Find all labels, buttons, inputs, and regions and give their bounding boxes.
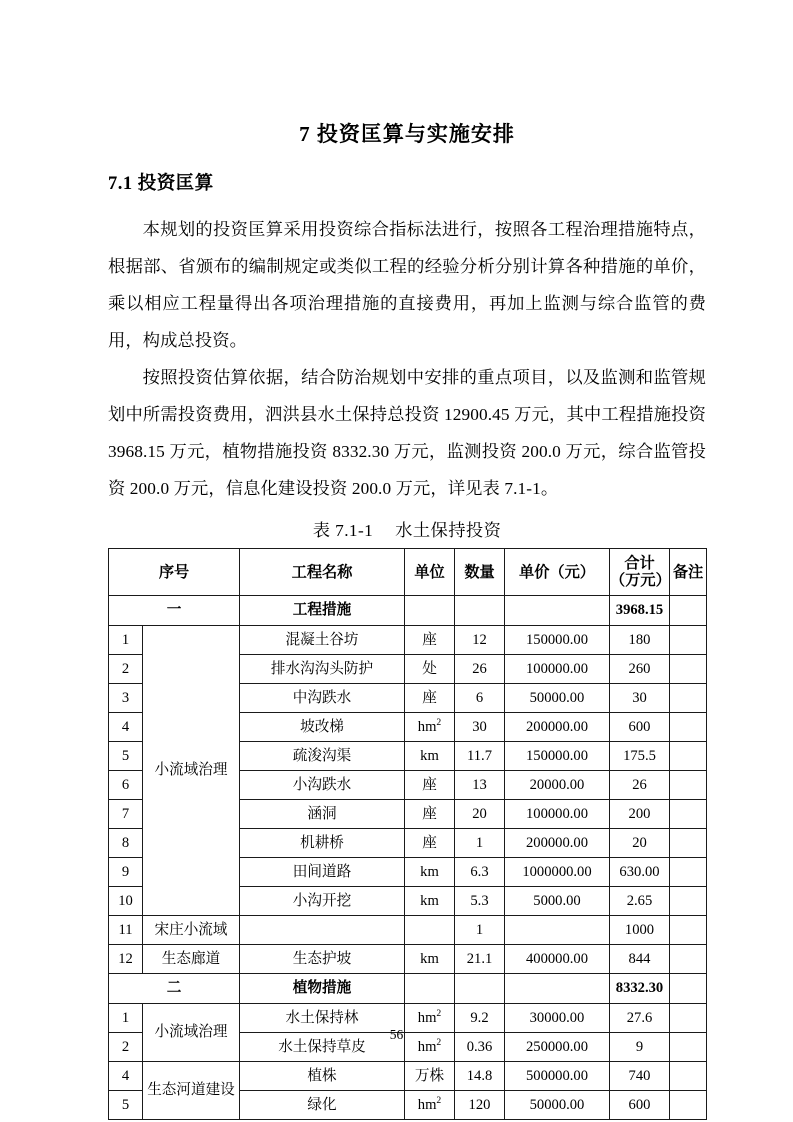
cell-seq: 5 xyxy=(109,742,143,771)
cell-price: 1000000.00 xyxy=(505,858,610,887)
cell-note xyxy=(670,916,707,945)
cell-total: 175.5 xyxy=(610,742,670,771)
cell-total: 2.65 xyxy=(610,887,670,916)
cell-name xyxy=(240,916,405,945)
table-group-row xyxy=(109,974,707,1004)
group-title: 植物措施 xyxy=(240,974,405,1004)
table-caption-title: 水土保持投资 xyxy=(395,521,502,541)
chapter-title: 7 投资匡算与实施安排 xyxy=(299,122,515,146)
cell-name: 坡改梯 xyxy=(240,713,405,742)
cell-note xyxy=(670,829,707,858)
cell-price: 150000.00 xyxy=(505,742,610,771)
cell-unit: 万株 xyxy=(405,1062,455,1091)
cell-unit: km xyxy=(405,887,455,916)
cell-seq: 7 xyxy=(109,800,143,829)
cell-qty: 1 xyxy=(455,829,505,858)
cell-unit: $hm^2$ xyxy=(405,1004,455,1033)
cell-note xyxy=(670,742,707,771)
cell-seq: 1 xyxy=(109,626,143,655)
cell-unit: 处 xyxy=(405,655,455,684)
cell-unit: $hm^2$ xyxy=(405,713,455,742)
table-header xyxy=(109,549,707,596)
cell-unit: 座 xyxy=(405,684,455,713)
cell-qty: 1 xyxy=(455,916,505,945)
header-name: 工程名称 xyxy=(240,549,405,596)
group-price xyxy=(505,596,610,626)
cell-qty: 13 xyxy=(455,771,505,800)
cell-seq: 2 xyxy=(109,655,143,684)
group-price xyxy=(505,974,610,1004)
cell-qty: 21.1 xyxy=(455,945,505,974)
cell-price xyxy=(505,916,610,945)
cell-unit: $hm^2$ xyxy=(405,1091,455,1120)
header-total-line2: （万元） xyxy=(610,572,671,590)
cell-total: 20 xyxy=(610,829,670,858)
cell-total: 180 xyxy=(610,626,670,655)
cell-price: 200000.00 xyxy=(505,713,610,742)
cell-total: 1000 xyxy=(610,916,670,945)
header-row xyxy=(109,549,707,596)
cell-seq: 5 xyxy=(109,1091,143,1120)
group-total: 3968.15 xyxy=(610,596,670,626)
table-group-row xyxy=(109,596,707,626)
cell-name: 涵洞 xyxy=(240,800,405,829)
cell-category: 生态廊道 xyxy=(143,945,240,974)
cell-total: 9 xyxy=(610,1033,670,1062)
cell-unit: 座 xyxy=(405,829,455,858)
cell-total: 260 xyxy=(610,655,670,684)
group-unit xyxy=(405,974,455,1004)
group-total: 8332.30 xyxy=(610,974,670,1004)
cell-qty: 30 xyxy=(455,713,505,742)
cell-total: 26 xyxy=(610,771,670,800)
cell-qty: 5.3 xyxy=(455,887,505,916)
table-caption xyxy=(108,507,706,548)
table-row xyxy=(109,916,707,945)
cell-note xyxy=(670,684,707,713)
group-title: 工程措施 xyxy=(240,596,405,626)
cell-note xyxy=(670,1091,707,1120)
cell-qty: 26 xyxy=(455,655,505,684)
cell-seq: 1 xyxy=(109,1004,143,1033)
header-unit: 单位 xyxy=(405,549,455,596)
cell-qty: 9.2 xyxy=(455,1004,505,1033)
section-title: 7.1 投资匡算 xyxy=(108,174,214,195)
cell-name: 疏浚沟渠 xyxy=(240,742,405,771)
cell-note xyxy=(670,945,707,974)
cell-price: 5000.00 xyxy=(505,887,610,916)
cell-name: 小沟跌水 xyxy=(240,771,405,800)
cell-seq: 4 xyxy=(109,1062,143,1091)
cell-qty: 14.8 xyxy=(455,1062,505,1091)
cell-name: 生态护坡 xyxy=(240,945,405,974)
cell-total: 844 xyxy=(610,945,670,974)
group-label: 二 xyxy=(109,974,240,1004)
cell-total: 600 xyxy=(610,1091,670,1120)
cell-seq: 12 xyxy=(109,945,143,974)
table-caption-label: 表 7.1-1 xyxy=(312,521,374,541)
group-note xyxy=(670,974,707,1004)
cell-note xyxy=(670,887,707,916)
header-total-line1: 合计 xyxy=(624,554,655,572)
cell-seq: 2 xyxy=(109,1033,143,1062)
cell-price: 100000.00 xyxy=(505,655,610,684)
cell-seq: 3 xyxy=(109,684,143,713)
cell-name: 中沟跌水 xyxy=(240,684,405,713)
cell-category: 小流域治理 xyxy=(143,1004,240,1062)
cell-seq: 6 xyxy=(109,771,143,800)
page-content xyxy=(108,0,706,1120)
cell-note xyxy=(670,858,707,887)
cell-unit: km xyxy=(405,858,455,887)
cell-unit xyxy=(405,916,455,945)
cell-qty: 120 xyxy=(455,1091,505,1120)
cell-note xyxy=(670,800,707,829)
cell-price: 50000.00 xyxy=(505,684,610,713)
cell-note xyxy=(670,626,707,655)
cell-name: 小沟开挖 xyxy=(240,887,405,916)
cell-total: 740 xyxy=(610,1062,670,1091)
cell-price: 200000.00 xyxy=(505,829,610,858)
cell-total: 630.00 xyxy=(610,858,670,887)
group-note xyxy=(670,596,707,626)
cell-unit: km xyxy=(405,945,455,974)
cell-name: 排水沟沟头防护 xyxy=(240,655,405,684)
cell-seq: 9 xyxy=(109,858,143,887)
cell-unit: $hm^2$ xyxy=(405,1033,455,1062)
cell-name: 机耕桥 xyxy=(240,829,405,858)
cell-price: 400000.00 xyxy=(505,945,610,974)
paragraph-investment-method: 本规划的投资匡算采用投资综合指标法进行，按照各工程治理措施特点，根据部、省颁布的编制规定或类似工程的经验分析分别计算各种措施的单价，乘以相应工程量得出各项治理措施的直接费用，再加上监测与综合监管的费用，构成总投资。 xyxy=(108,220,706,351)
group-qty xyxy=(455,596,505,626)
group-unit xyxy=(405,596,455,626)
cell-name: 田间道路 xyxy=(240,858,405,887)
cell-qty: 6 xyxy=(455,684,505,713)
cell-unit: 座 xyxy=(405,800,455,829)
header-seq: 序号 xyxy=(109,549,240,596)
cell-total: 600 xyxy=(610,713,670,742)
cell-name: 水土保持草皮 xyxy=(240,1033,405,1062)
cell-note xyxy=(670,771,707,800)
cell-note xyxy=(670,655,707,684)
cell-unit: 座 xyxy=(405,626,455,655)
cell-total: 27.6 xyxy=(610,1004,670,1033)
header-price: 单价（元） xyxy=(505,549,610,596)
cell-seq: 11 xyxy=(109,916,143,945)
group-qty xyxy=(455,974,505,1004)
cell-category: 生态河道建设 xyxy=(143,1062,240,1120)
cell-name: 水土保持林 xyxy=(240,1004,405,1033)
cell-qty: 11.7 xyxy=(455,742,505,771)
cell-price: 100000.00 xyxy=(505,800,610,829)
cell-total: 200 xyxy=(610,800,670,829)
cell-seq: 10 xyxy=(109,887,143,916)
cell-name: 绿化 xyxy=(240,1091,405,1120)
cell-price: 30000.00 xyxy=(505,1004,610,1033)
cell-price: 150000.00 xyxy=(505,626,610,655)
cell-qty: 0.36 xyxy=(455,1033,505,1062)
cell-qty: 6.3 xyxy=(455,858,505,887)
header-qty: 数量 xyxy=(455,549,505,596)
cell-note xyxy=(670,1062,707,1091)
cell-price: 50000.00 xyxy=(505,1091,610,1120)
table-row xyxy=(109,626,707,655)
page-number: 56 xyxy=(389,1027,404,1042)
cell-name: 植株 xyxy=(240,1062,405,1091)
header-total xyxy=(610,549,670,596)
cell-category: 小流域治理 xyxy=(143,626,240,916)
paragraph-investment-totals: 按照投资估算依据，结合防治规划中安排的重点项目，以及监测和监管规划中所需投资费用，泗洪县水土保持总投资 12900.45 万元，其中工程措施投资 3968.15 万元，植物措施投资 8332.30 万元，监测投资 200.0 万元，综合监管投资 200.0 万元，信息化建设投资 200.0 万元，详见表 7.1-1。 xyxy=(108,368,706,499)
cell-qty: 20 xyxy=(455,800,505,829)
cell-category: 宋庄小流域 xyxy=(143,916,240,945)
cell-name: 混凝土谷坊 xyxy=(240,626,405,655)
cell-qty: 12 xyxy=(455,626,505,655)
cell-total: 30 xyxy=(610,684,670,713)
table-row xyxy=(109,1062,707,1091)
cell-seq: 8 xyxy=(109,829,143,858)
cell-unit: km xyxy=(405,742,455,771)
cell-unit: 座 xyxy=(405,771,455,800)
cell-price: 20000.00 xyxy=(505,771,610,800)
group-label: 一 xyxy=(109,596,240,626)
table-row xyxy=(109,945,707,974)
cell-price: 500000.00 xyxy=(505,1062,610,1091)
cell-note xyxy=(670,713,707,742)
cell-price: 250000.00 xyxy=(505,1033,610,1062)
header-note: 备注 xyxy=(670,549,707,596)
cell-seq: 4 xyxy=(109,713,143,742)
